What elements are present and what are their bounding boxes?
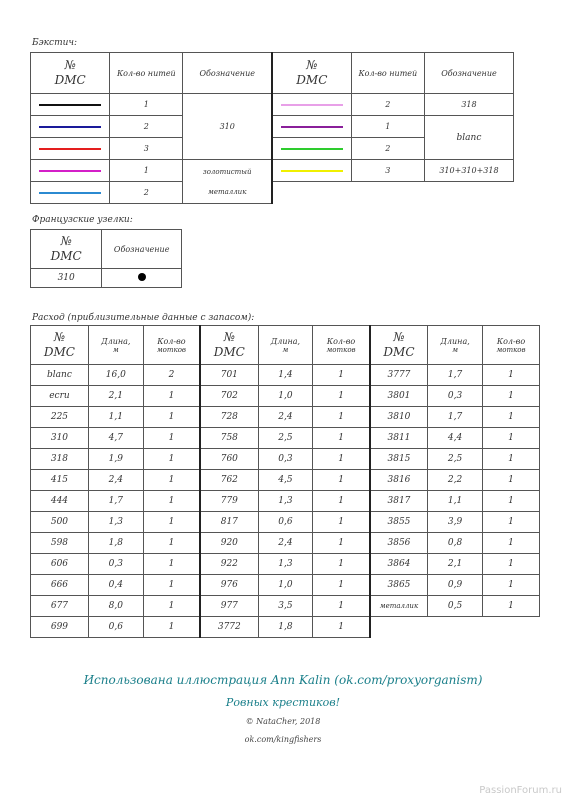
rs-skeins: 1	[143, 386, 200, 407]
rs-skeins: 1	[313, 386, 370, 407]
bk-line	[31, 138, 110, 160]
bk-symbol: 310	[183, 94, 272, 160]
rs-length: 0,6	[258, 512, 313, 533]
bk-line	[272, 116, 351, 138]
rs-dmc: 976	[200, 575, 258, 596]
rs-length: 1,0	[258, 386, 313, 407]
rs-skeins: 1	[483, 365, 540, 386]
rs-dmc: 444	[31, 491, 89, 512]
rs-dmc: 3856	[370, 533, 428, 554]
rs-header-dmc: № DMC	[370, 326, 428, 365]
rs-length: 0,5	[428, 596, 483, 617]
rs-skeins: 2	[143, 365, 200, 386]
rs-length: 1,1	[428, 491, 483, 512]
rs-skeins: 1	[483, 470, 540, 491]
rs-dmc: 779	[200, 491, 258, 512]
bk-strands: 1	[110, 160, 183, 182]
rs-skeins: 1	[143, 533, 200, 554]
rs-dmc: 762	[200, 470, 258, 491]
rs-skeins: 1	[143, 470, 200, 491]
rs-skeins: 1	[143, 491, 200, 512]
bk-strands: 2	[110, 116, 183, 138]
watermark: PassionForum.ru	[479, 785, 562, 796]
rs-dmc: blanc	[31, 365, 89, 386]
backstitch-table	[30, 52, 514, 204]
bk-line	[272, 138, 351, 160]
bk-strands: 2	[351, 138, 424, 160]
fr-header-symbol: Обозначение	[102, 230, 182, 269]
bk-strands: 2	[110, 182, 183, 204]
rs-dmc: 3855	[370, 512, 428, 533]
bk-empty	[272, 182, 351, 204]
rs-dmc: 3864	[370, 554, 428, 575]
table-row	[31, 386, 540, 407]
rs-length: 16,0	[88, 365, 143, 386]
rs-dmc: 758	[200, 428, 258, 449]
rs-header-length: Длина, м	[258, 326, 313, 365]
table-row	[31, 596, 540, 617]
rs-length: 3,5	[258, 596, 313, 617]
rs-length: 4,4	[428, 428, 483, 449]
rs-length: 0,9	[428, 575, 483, 596]
rs-length: 1,8	[88, 533, 143, 554]
bk-symbol: 310+310+318	[424, 160, 513, 182]
rs-dmc: 3772	[200, 617, 258, 638]
rs-skeins: 1	[313, 575, 370, 596]
bk-header-strands-2: Кол-во нитей	[351, 53, 424, 94]
bk-strands: 3	[110, 138, 183, 160]
rs-skeins: 1	[143, 575, 200, 596]
rs-skeins: 1	[143, 554, 200, 575]
bk-line	[272, 160, 351, 182]
greeting: Ровных крестиков!	[225, 696, 341, 709]
fr-dmc: 310	[31, 269, 102, 288]
bk-line	[272, 94, 351, 116]
rs-length: 2,4	[258, 533, 313, 554]
rs-length: 0,3	[428, 386, 483, 407]
rs-dmc: 3865	[370, 575, 428, 596]
rs-dmc: 677	[31, 596, 89, 617]
rs-dmc: 310	[31, 428, 89, 449]
rs-skeins: 1	[483, 407, 540, 428]
rs-dmc: 3816	[370, 470, 428, 491]
bk-strands: 3	[351, 160, 424, 182]
rs-length	[428, 617, 483, 638]
rs-skeins: 1	[483, 554, 540, 575]
rs-dmc: 318	[31, 449, 89, 470]
rs-skeins: 1	[143, 407, 200, 428]
table-row	[31, 449, 540, 470]
rs-length: 1,9	[88, 449, 143, 470]
rs-skeins: 1	[313, 428, 370, 449]
bk-line	[31, 94, 110, 116]
rs-length: 0,8	[428, 533, 483, 554]
copyright: © NataCher, 2018	[245, 717, 321, 726]
rs-dmc: 920	[200, 533, 258, 554]
rs-length: 8,0	[88, 596, 143, 617]
bk-line	[31, 160, 110, 182]
rs-header-length: Длина, м	[428, 326, 483, 365]
rs-length: 0,4	[88, 575, 143, 596]
bk-header-dmc-2: № DMC	[272, 53, 351, 94]
rs-skeins: 1	[483, 386, 540, 407]
rs-skeins: 1	[483, 596, 540, 617]
rs-length: 3,9	[428, 512, 483, 533]
rs-skeins: 1	[313, 512, 370, 533]
rs-dmc: 3810	[370, 407, 428, 428]
rs-length: 4,7	[88, 428, 143, 449]
consumption-table	[30, 325, 540, 638]
rs-skeins: 1	[313, 554, 370, 575]
rs-dmc: 500	[31, 512, 89, 533]
bk-header-strands: Кол-во нитей	[110, 53, 183, 94]
rs-dmc	[370, 617, 428, 638]
rs-dmc: 415	[31, 470, 89, 491]
illustration-credit: Использована иллюстрация Ann Kalin (ok.com/proxyorganism)	[83, 673, 483, 687]
table-row	[31, 617, 540, 638]
bk-symbol: 318	[424, 94, 513, 116]
bk-strands: 2	[351, 94, 424, 116]
rs-header-length: Длина, м	[88, 326, 143, 365]
rs-dmc: 225	[31, 407, 89, 428]
rs-dmc: 922	[200, 554, 258, 575]
rs-header-skeins: Кол-во мотков	[483, 326, 540, 365]
rs-dmc: ecru	[31, 386, 89, 407]
rs-skeins: 1	[483, 428, 540, 449]
rs-header-skeins: Кол-во мотков	[143, 326, 200, 365]
rs-dmc: 728	[200, 407, 258, 428]
rs-length: 1,3	[258, 554, 313, 575]
rs-length: 1,8	[258, 617, 313, 638]
rs-skeins: 1	[313, 365, 370, 386]
rs-dmc: 606	[31, 554, 89, 575]
table-row	[31, 428, 540, 449]
rs-skeins: 1	[143, 596, 200, 617]
rs-dmc: 701	[200, 365, 258, 386]
rs-dmc: 760	[200, 449, 258, 470]
rs-header-dmc: № DMC	[200, 326, 258, 365]
rs-skeins: 1	[483, 575, 540, 596]
table-row	[31, 470, 540, 491]
rs-skeins: 1	[143, 449, 200, 470]
rs-length: 1,3	[88, 512, 143, 533]
rs-dmc: 666	[31, 575, 89, 596]
author-link: ok.com/kingfishers	[244, 735, 322, 744]
rs-dmc: 3777	[370, 365, 428, 386]
rs-skeins: 1	[483, 512, 540, 533]
rs-length: 1,7	[88, 491, 143, 512]
rs-skeins: 1	[143, 512, 200, 533]
french-knot-dot-icon	[138, 273, 146, 281]
table-row	[31, 512, 540, 533]
rs-dmc: 3801	[370, 386, 428, 407]
rs-skeins: 1	[143, 428, 200, 449]
table-row	[31, 365, 540, 386]
rs-skeins: 1	[313, 533, 370, 554]
rs-dmc: 598	[31, 533, 89, 554]
rs-length: 2,5	[428, 449, 483, 470]
rs-dmc: 977	[200, 596, 258, 617]
backstitch-title: Бэкстич:	[32, 38, 78, 48]
rs-length: 2,4	[88, 470, 143, 491]
rs-length: 2,4	[258, 407, 313, 428]
fr-header-dmc: № DMC	[31, 230, 102, 269]
rs-length: 2,2	[428, 470, 483, 491]
rs-dmc: 702	[200, 386, 258, 407]
rs-length: 2,1	[428, 554, 483, 575]
rs-skeins: 1	[483, 533, 540, 554]
bk-empty	[351, 182, 424, 204]
bk-strands: 1	[351, 116, 424, 138]
rs-skeins: 1	[313, 407, 370, 428]
rs-dmc: металлик	[370, 596, 428, 617]
rs-header-dmc: № DMC	[31, 326, 89, 365]
bk-header-symbol-2: Обозначение	[424, 53, 513, 94]
table-row	[31, 407, 540, 428]
rs-length: 1,0	[258, 575, 313, 596]
rs-length: 0,6	[88, 617, 143, 638]
french-title: Французские узелки:	[32, 215, 133, 225]
table-row	[31, 491, 540, 512]
rs-dmc: 3811	[370, 428, 428, 449]
bk-symbol: blanc	[424, 116, 513, 160]
table-row	[31, 575, 540, 596]
rs-skeins	[483, 617, 540, 638]
rs-length: 0,3	[258, 449, 313, 470]
rs-skeins: 1	[143, 617, 200, 638]
bk-line	[31, 116, 110, 138]
rs-dmc: 817	[200, 512, 258, 533]
french-table	[30, 229, 182, 288]
rs-dmc: 699	[31, 617, 89, 638]
fr-symbol	[102, 269, 182, 288]
bk-strands: 1	[110, 94, 183, 116]
rs-dmc: 3815	[370, 449, 428, 470]
rs-skeins: 1	[483, 491, 540, 512]
rs-length: 2,1	[88, 386, 143, 407]
rs-skeins: 1	[313, 470, 370, 491]
rs-length: 4,5	[258, 470, 313, 491]
rs-length: 1,7	[428, 365, 483, 386]
rs-skeins: 1	[313, 596, 370, 617]
rs-skeins: 1	[483, 449, 540, 470]
table-row	[31, 533, 540, 554]
rs-header-skeins: Кол-во мотков	[313, 326, 370, 365]
rs-length: 1,1	[88, 407, 143, 428]
rs-length: 1,4	[258, 365, 313, 386]
table-row	[31, 554, 540, 575]
rs-dmc: 3817	[370, 491, 428, 512]
rs-length: 0,3	[88, 554, 143, 575]
bk-empty	[424, 182, 513, 204]
rs-skeins: 1	[313, 449, 370, 470]
bk-line	[31, 182, 110, 204]
rs-length: 1,7	[428, 407, 483, 428]
bk-header-dmc: № DMC	[31, 53, 110, 94]
bk-symbol: золотистый металлик	[183, 160, 272, 204]
rs-length: 1,3	[258, 491, 313, 512]
bk-header-symbol: Обозначение	[183, 53, 272, 94]
rs-skeins: 1	[313, 491, 370, 512]
rs-skeins: 1	[313, 617, 370, 638]
consumption-title: Расход (приблизительные данные с запасом):	[32, 313, 255, 323]
rs-length: 2,5	[258, 428, 313, 449]
